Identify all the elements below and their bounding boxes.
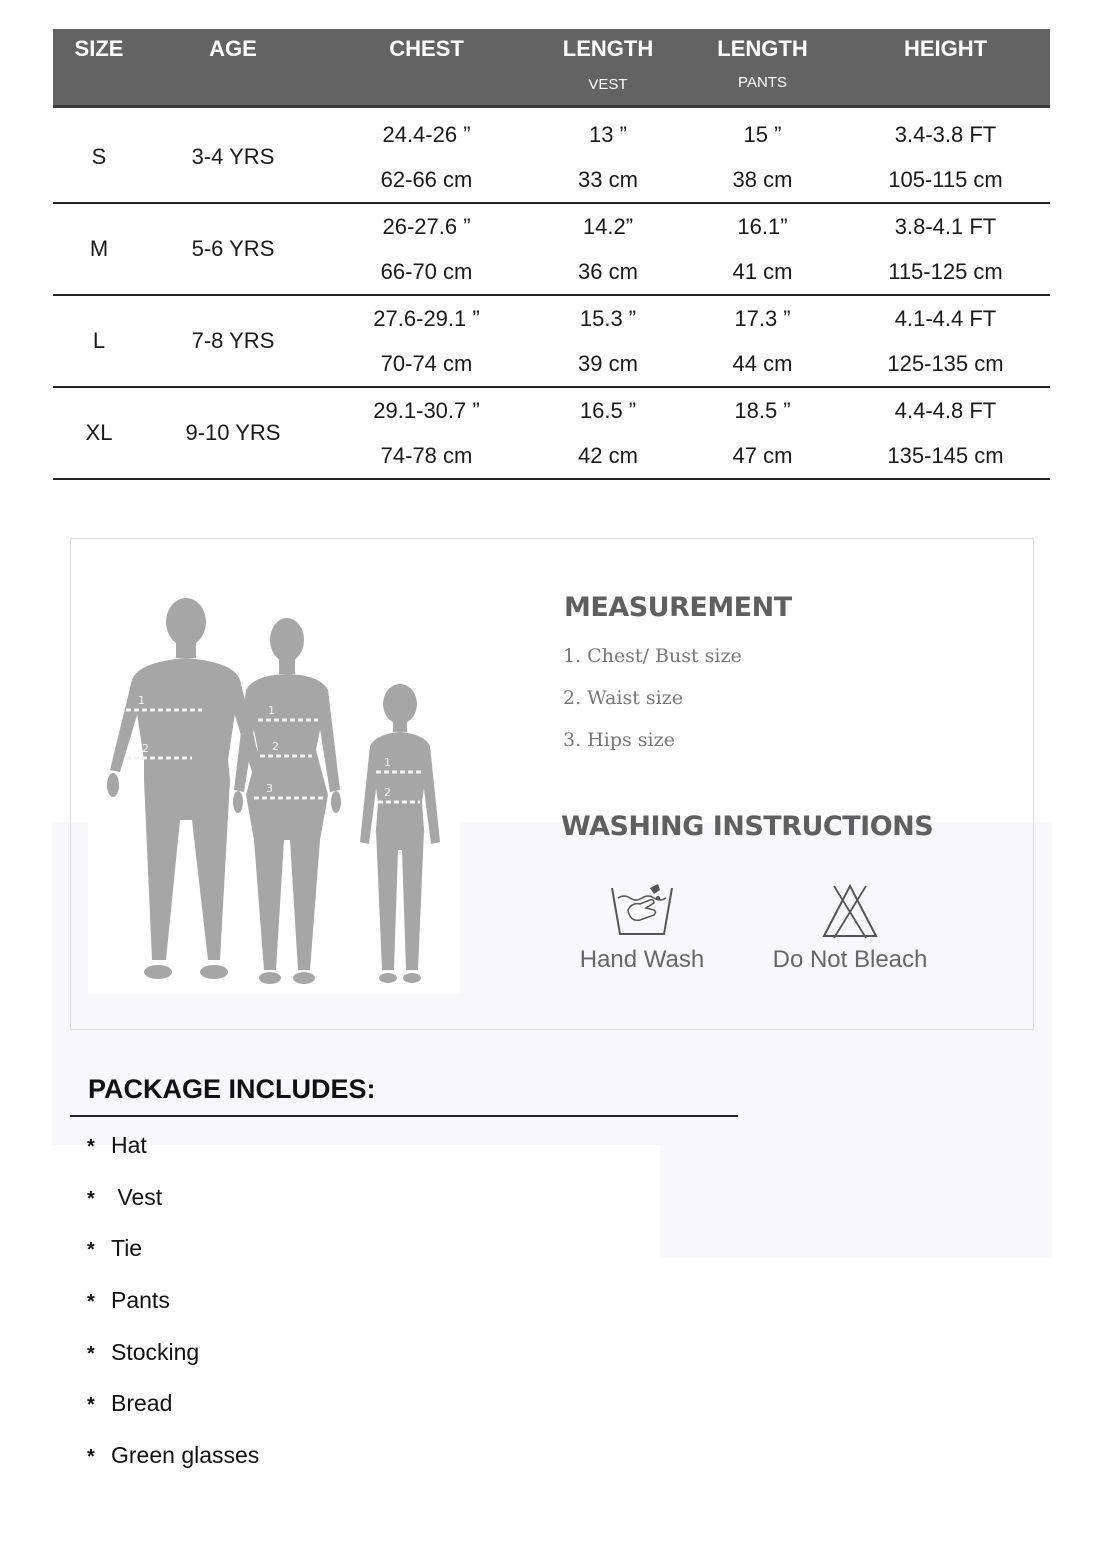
list-item: * Stocking (87, 1337, 259, 1389)
list-item: 2. Waist size (563, 687, 683, 709)
bullet-star: * (87, 1239, 95, 1262)
waist-marker: 2 (384, 786, 391, 799)
pants-cm-cell: 38 cm (684, 157, 841, 203)
pants-inch-cell: 15 ” (743, 121, 782, 147)
waist-marker: 2 (142, 742, 149, 755)
chest-inch-cell: 29.1-30.7 ” (373, 397, 480, 423)
size-chart-table (53, 29, 1050, 480)
height-ft-cell: 3.8-4.1 FT (894, 213, 997, 239)
list-item: * Tie (87, 1233, 259, 1285)
header-length-vest: LENGTH VEST (532, 29, 684, 107)
do-not-bleach-item (764, 882, 936, 974)
chest-inch-cell: 26-27.6 ” (382, 213, 471, 239)
package-list (87, 1130, 259, 1492)
hand-wash-label: Hand Wash (579, 946, 705, 973)
list-item: * Hat (87, 1130, 259, 1182)
age-cell: 9-10 YRS (145, 387, 321, 479)
pants-inch-cell: 17.3 ” (734, 305, 791, 331)
size-cell: XL (53, 387, 145, 479)
bullet-star: * (87, 1187, 95, 1210)
measurement-list (563, 642, 742, 768)
vest-inch-cell: 14.2” (582, 213, 634, 239)
header-length-pants: LENGTH PANTS (684, 29, 841, 107)
table-row (53, 387, 1050, 433)
hand-wash-item (568, 882, 716, 974)
pants-cm-cell: 44 cm (684, 341, 841, 387)
size-cell: S (53, 107, 145, 204)
age-cell: 7-8 YRS (145, 295, 321, 387)
height-cm-cell: 115-125 cm (841, 249, 1050, 295)
vest-inch-cell: 15.3 ” (579, 305, 637, 331)
chest-cm-cell: 66-70 cm (321, 249, 532, 295)
do-not-bleach-label: Do Not Bleach (772, 946, 928, 973)
washing-instructions-title: WASHING INSTRUCTIONS (561, 811, 934, 842)
bullet-star: * (87, 1394, 95, 1417)
height-ft-cell: 3.4-3.8 FT (894, 121, 997, 147)
chest-marker: 1 (268, 704, 275, 717)
list-item: * Bread (87, 1388, 259, 1440)
pants-cm-cell: 47 cm (684, 433, 841, 479)
chest-inch-cell: 27.6-29.1 ” (373, 305, 480, 331)
chest-marker: 1 (138, 694, 145, 707)
title-underline (70, 1115, 738, 1117)
header-height: HEIGHT (841, 29, 1050, 107)
chest-cm-cell: 70-74 cm (321, 341, 532, 387)
table-row (53, 203, 1050, 249)
size-cell: L (53, 295, 145, 387)
vest-cm-cell: 39 cm (532, 341, 684, 387)
bullet-star: * (87, 1136, 95, 1158)
chest-cm-cell: 62-66 cm (321, 157, 532, 203)
bullet-star: * (87, 1342, 95, 1365)
height-ft-cell: 4.4-4.8 FT (894, 397, 997, 423)
vest-cm-cell: 42 cm (532, 433, 684, 479)
do-not-bleach-icon (820, 882, 880, 940)
body-silhouettes-icon (88, 580, 460, 994)
pants-inch-cell: 18.5 ” (734, 397, 791, 423)
vest-inch-cell: 13 ” (589, 121, 627, 147)
height-cm-cell: 105-115 cm (841, 157, 1050, 203)
age-cell: 3-4 YRS (145, 107, 321, 204)
list-item: 3. Hips size (563, 729, 675, 751)
pants-inch-cell: 16.1” (737, 213, 788, 239)
chest-marker: 1 (384, 756, 391, 769)
vest-inch-cell: 16.5 ” (579, 397, 637, 423)
list-item: * Green glasses (87, 1440, 259, 1492)
table-row (53, 107, 1050, 158)
hips-marker: 3 (266, 782, 273, 795)
package-includes-title: PACKAGE INCLUDES: (88, 1074, 376, 1104)
age-cell: 5-6 YRS (145, 203, 321, 295)
chest-inch-cell: 24.4-26 ” (382, 121, 471, 147)
header-age: AGE (145, 29, 321, 107)
pants-cm-cell: 41 cm (684, 249, 841, 295)
header-chest: CHEST (321, 29, 532, 107)
height-ft-cell: 4.1-4.4 FT (894, 305, 997, 331)
bullet-star: * (87, 1291, 95, 1314)
height-cm-cell: 125-135 cm (841, 341, 1050, 387)
table-header-row (53, 29, 1050, 107)
list-item: 1. Chest/ Bust size (563, 645, 742, 667)
height-cm-cell: 135-145 cm (841, 433, 1050, 479)
waist-marker: 2 (272, 740, 279, 753)
body-figures-illustration (88, 580, 460, 994)
chest-cm-cell: 74-78 cm (321, 433, 532, 479)
vest-cm-cell: 36 cm (532, 249, 684, 295)
list-item: * Vest (87, 1182, 259, 1234)
background-wash-lower (660, 1140, 1052, 1258)
list-item: * Pants (87, 1285, 259, 1337)
size-cell: M (53, 203, 145, 295)
hand-wash-icon (610, 882, 674, 940)
measurement-title: MEASUREMENT (564, 592, 792, 623)
bullet-star: * (87, 1446, 95, 1469)
header-size: SIZE (53, 29, 145, 107)
table-row (53, 295, 1050, 341)
vest-cm-cell: 33 cm (532, 157, 684, 203)
